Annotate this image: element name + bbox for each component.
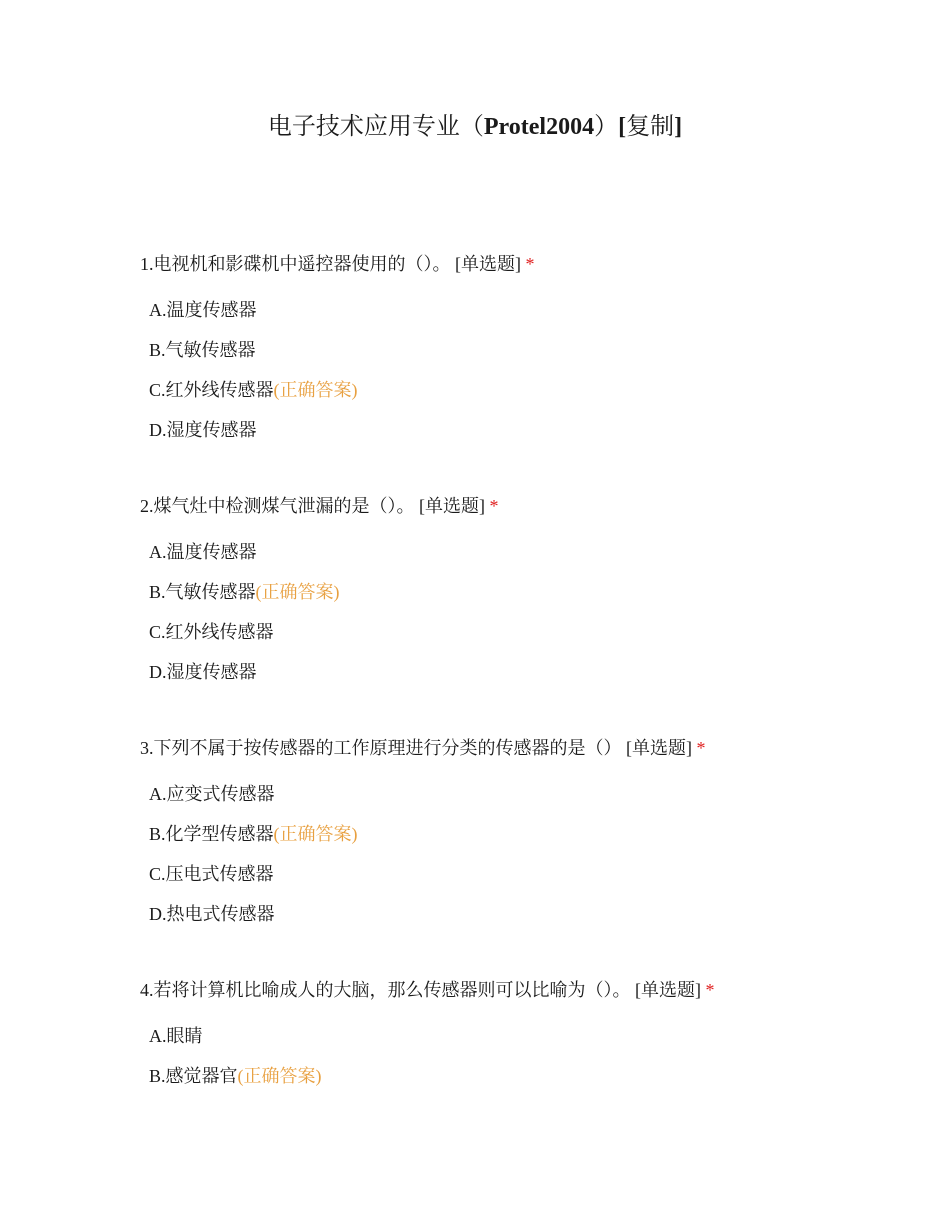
option-a[interactable] [149, 539, 900, 579]
correct-answer-tag: (正确答案) [273, 380, 358, 400]
option-c[interactable] [149, 619, 900, 659]
option-label: D.热电式传感器 [149, 904, 275, 924]
question-type: [单选题] [419, 496, 485, 516]
option-c[interactable] [149, 377, 900, 417]
question-stem [140, 735, 900, 761]
question-type: [单选题] [626, 738, 692, 758]
option-list [140, 781, 900, 941]
correct-answer-tag: (正确答案) [237, 1066, 322, 1086]
option-c[interactable] [149, 861, 900, 901]
question-type: [单选题] [455, 254, 521, 274]
option-list [140, 297, 900, 457]
title-suffix: ） [594, 114, 619, 140]
option-label: C.压电式传感器 [149, 864, 274, 884]
question-1 [140, 251, 900, 457]
required-mark: * [489, 496, 499, 516]
option-b[interactable] [149, 821, 900, 861]
question-stem [140, 251, 900, 277]
option-label: B.感觉器官 [149, 1066, 238, 1086]
question-text: 2.煤气灶中检测煤气泄漏的是（）。 [140, 496, 415, 516]
option-label: A.应变式传感器 [149, 784, 275, 804]
option-list [140, 1023, 900, 1103]
question-type: [单选题] [635, 980, 701, 1000]
question-stem [140, 977, 900, 1003]
option-label: D.湿度传感器 [149, 662, 257, 682]
option-a[interactable] [149, 781, 900, 821]
option-label: B.气敏传感器 [149, 340, 256, 360]
option-label: A.温度传感器 [149, 300, 257, 320]
option-b[interactable] [149, 579, 900, 619]
question-text: 1.电视机和影碟机中遥控器使用的（）。 [140, 254, 451, 274]
option-label: C.红外线传感器 [149, 380, 274, 400]
page-title [0, 110, 950, 144]
correct-answer-tag: (正确答案) [255, 582, 340, 602]
required-mark: * [705, 980, 715, 1000]
option-label: C.红外线传感器 [149, 622, 274, 642]
question-4 [140, 977, 900, 1103]
copy-label: 复制 [626, 114, 675, 140]
option-label: D.湿度传感器 [149, 420, 257, 440]
option-b[interactable] [149, 1063, 900, 1103]
title-bold: Protel2004 [483, 114, 595, 140]
option-list [140, 539, 900, 699]
option-label: A.温度传感器 [149, 542, 257, 562]
correct-answer-tag: (正确答案) [273, 824, 358, 844]
option-a[interactable] [149, 1023, 900, 1063]
question-3 [140, 735, 900, 941]
option-d[interactable] [149, 659, 900, 699]
option-label: B.气敏传感器 [149, 582, 256, 602]
option-b[interactable] [149, 337, 900, 377]
required-mark: * [696, 738, 706, 758]
copy-bracket-open: [ [618, 114, 627, 140]
question-stem [140, 493, 900, 519]
title-prefix: 电子技术应用专业（ [267, 114, 484, 140]
option-a[interactable] [149, 297, 900, 337]
question-text: 3.下列不属于按传感器的工作原理进行分类的传感器的是（） [140, 738, 622, 758]
option-d[interactable] [149, 901, 900, 941]
option-d[interactable] [149, 417, 900, 457]
copy-bracket-close: ] [674, 114, 683, 140]
question-text: 4.若将计算机比喻成人的大脑，那么传感器则可以比喻为（）。 [140, 980, 631, 1000]
option-label: B.化学型传感器 [149, 824, 274, 844]
option-label: A.眼睛 [149, 1026, 203, 1046]
question-2 [140, 493, 900, 699]
required-mark: * [525, 254, 535, 274]
